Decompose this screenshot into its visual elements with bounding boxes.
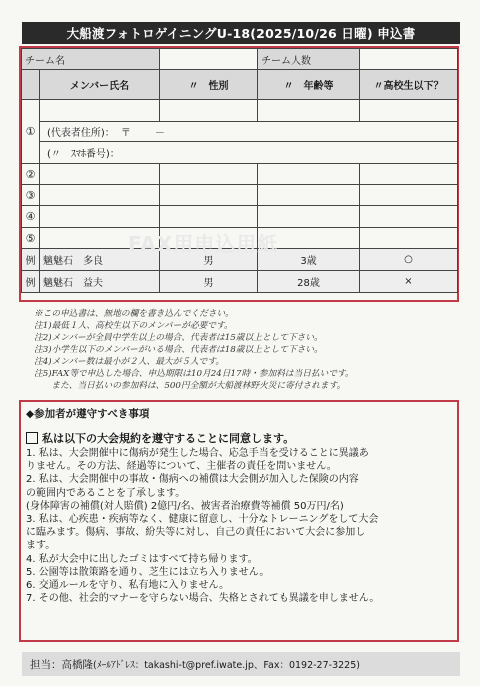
- rule-line: 1. 私は、大会開催中に傷病が発生した場合、応急手当を受けることに異議あ: [26, 448, 369, 459]
- example-tag: 例: [22, 271, 40, 293]
- row-number-1: ①: [22, 100, 40, 164]
- agree-label: 私は以下の大会規約を遵守することに同意します。: [42, 432, 295, 445]
- member-3-name[interactable]: [40, 185, 160, 206]
- agree-checkbox[interactable]: [26, 432, 38, 444]
- member-3-hs[interactable]: [360, 185, 458, 206]
- member-1-gender[interactable]: [160, 100, 258, 122]
- note-line: 注4)メンバー数は最小が２人、最大が５人です。: [34, 357, 225, 367]
- team-count-field[interactable]: [360, 49, 458, 70]
- example-hs: ○: [360, 249, 458, 271]
- member-1-age[interactable]: [258, 100, 360, 122]
- member-2-hs[interactable]: [360, 164, 458, 185]
- team-name-field[interactable]: [160, 49, 258, 70]
- phone-label: (〃 ｽﾏﾎ番号)：: [47, 149, 120, 160]
- address-row[interactable]: [40, 122, 458, 142]
- address-label: (代表者住所)：: [47, 128, 115, 139]
- note-line: 注2)メンバーが全員中学生以上の場合、代表者は15歳以上として下さい。: [34, 333, 323, 343]
- member-4-gender[interactable]: [160, 206, 258, 228]
- highschool-header: 〃高校生以下？: [360, 70, 458, 100]
- rules-list: [26, 447, 450, 605]
- rules-heading: ◆参加者が遵守すべき事項: [26, 408, 150, 420]
- team-name-label: チーム名: [22, 49, 160, 70]
- member-4-name[interactable]: [40, 206, 160, 228]
- member-2-name[interactable]: [40, 164, 160, 185]
- note-line: ※この申込書は、無地の欄を書き込んでください。: [34, 309, 234, 319]
- rule-line: 5. 公園等は散策路を通り、芝生には立ち入りません。: [26, 566, 270, 578]
- phone-row[interactable]: [40, 142, 458, 164]
- notes-block: [34, 308, 454, 392]
- row-number-5: ⑤: [22, 228, 40, 249]
- rule-line: 6. 交通ルールを守り、私有地に入りません。: [26, 580, 230, 592]
- member-1-name[interactable]: [40, 100, 160, 122]
- postal-dash: －: [154, 128, 165, 139]
- gender-header: 〃 性別: [160, 70, 258, 100]
- rule-line: ます。: [26, 540, 56, 552]
- example-gender: 男: [160, 249, 258, 271]
- note-line: 注5)FAX等で申込した場合、申込期限は10月24日17時・参加料は当日払いです。: [34, 369, 354, 379]
- example-hs: ×: [360, 271, 458, 293]
- example-gender: 男: [160, 271, 258, 293]
- member-4-hs[interactable]: [360, 206, 458, 228]
- member-name-header: メンバー氏名: [40, 70, 160, 100]
- rule-line: 7. その他、社会的マナーを守らない場合、失格とされても異議を申しません。: [26, 593, 380, 605]
- contact-details: (ﾒｰﾙｱﾄﾞﾚｽ：takashi-t@pref.iwate.jp、Fax：0192-27-3225): [93, 660, 360, 671]
- note-line: 注1)最低１人、高校生以下のメンバーが必要です。: [34, 321, 233, 331]
- rule-line: (身体障害の補償(対人賠償) 2億円/名、被害者治療費等補償 50万円/名): [26, 500, 344, 512]
- example-name: 魑魅石 多良: [40, 249, 160, 271]
- member-1-hs[interactable]: [360, 100, 458, 122]
- contact-person: 担当：高橋隆: [30, 658, 93, 671]
- example-name: 魑魅石 益夫: [40, 271, 160, 293]
- member-5-hs[interactable]: [360, 228, 458, 249]
- member-3-age[interactable]: [258, 185, 360, 206]
- postal-mark: 〒: [120, 128, 131, 139]
- fax-watermark: FAX用申込用紙: [128, 232, 279, 256]
- age-header: 〃 年齢等: [258, 70, 360, 100]
- example-age: 28歳: [258, 271, 360, 293]
- member-2-age[interactable]: [258, 164, 360, 185]
- member-4-age[interactable]: [258, 206, 360, 228]
- rule-line: 3. 私は、心疾患・疾病等なく、健康に留意し、十分なトレーニングをして大会: [26, 514, 379, 526]
- team-count-label: チーム人数: [258, 49, 360, 70]
- rule-line: 4. 私が大会中に出したゴミはすべて持ち帰ります。: [26, 553, 258, 565]
- agree-row[interactable]: [26, 430, 294, 446]
- contact-footer: [22, 652, 460, 676]
- note-line: また、当日払いの参加料は、500円全額が大船渡林野火災に寄付されます。: [34, 381, 346, 391]
- row-number-3: ③: [22, 185, 40, 206]
- rule-line: 2. 私は、大会開催中の事故・傷病への補償は大会側が加入した保険の内容: [26, 474, 359, 486]
- rule-line: の範囲内であることを了承します。: [26, 487, 186, 499]
- member-2-gender[interactable]: [160, 164, 258, 185]
- row-number-2: ②: [22, 164, 40, 185]
- member-3-gender[interactable]: [160, 185, 258, 206]
- row-number-4: ④: [22, 206, 40, 228]
- note-line: 注3)小学生以下のメンバーがいる場合、代表者は18歳以上として下さい。: [34, 345, 323, 355]
- rule-line: りません。その方法、経過等について、主催者の責任を問いません。: [26, 461, 337, 473]
- form-title: 大船渡フォトロゲイニングU-18(2025/10/26 日曜) 申込書: [22, 22, 460, 44]
- rule-line: に臨みます。傷病、事故、紛失等に対し、自己の責任において大会に参加し: [26, 527, 366, 539]
- example-tag: 例: [22, 249, 40, 271]
- example-age: 3歳: [258, 249, 360, 271]
